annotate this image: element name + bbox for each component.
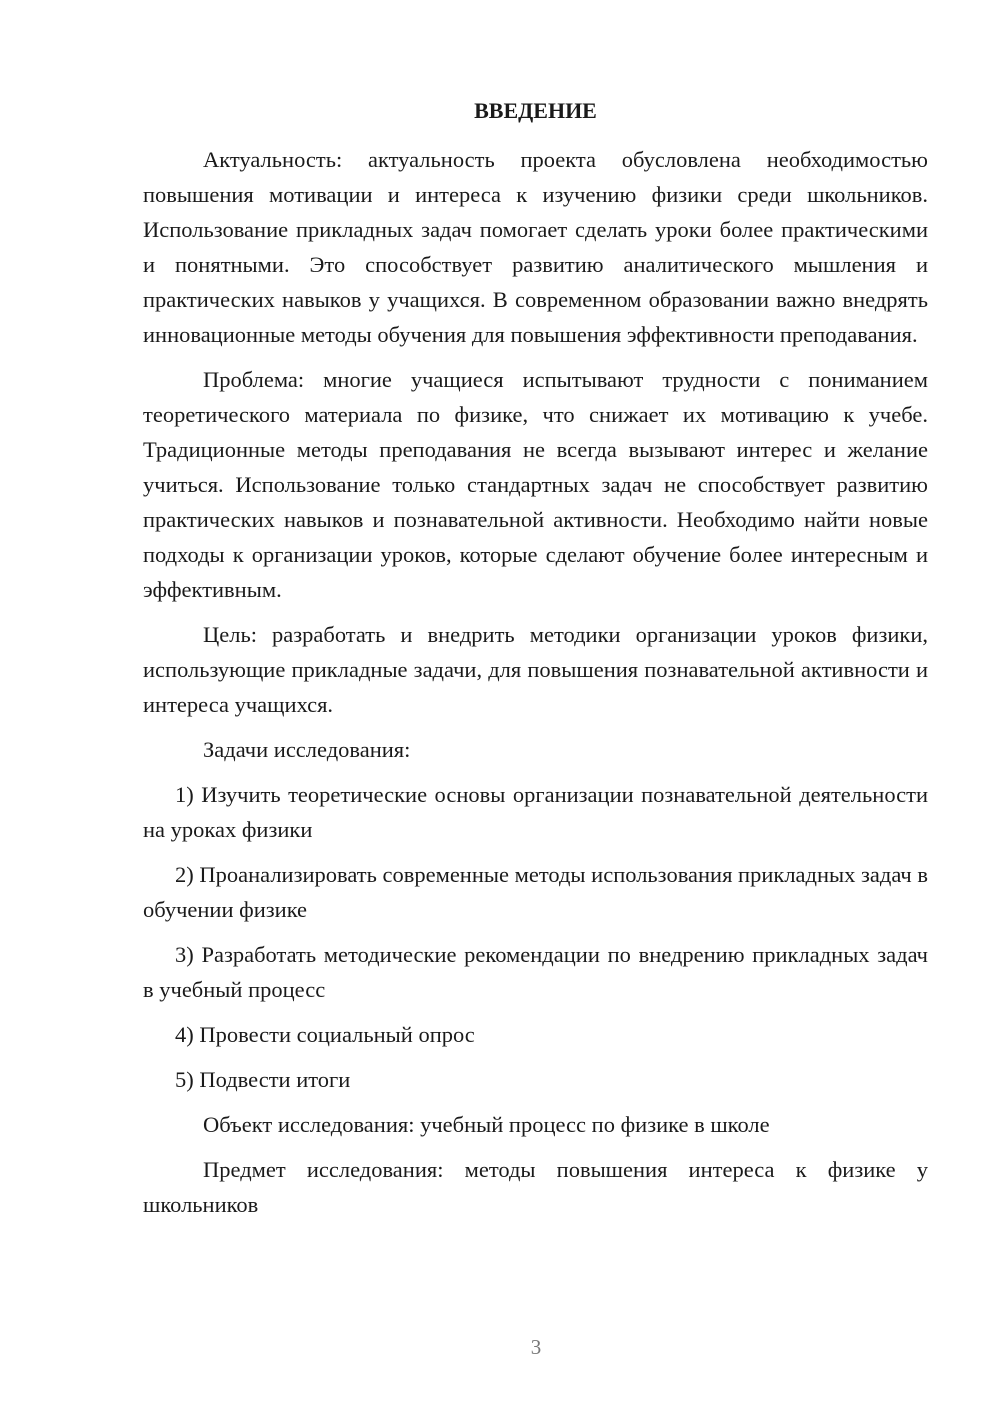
goal-paragraph: Цель: разработать и внедрить методики организации уроков физики, использующие прикладные задачи, для повышения познавательной активности и интереса учащихся. xyxy=(143,622,928,717)
task-list-item: 1) Изучить теоретические основы организации познавательной деятельности на уроках физики xyxy=(143,782,928,842)
relevance-paragraph: Актуальность: актуальность проекта обусловлена необходимостью повышения мотивации и интереса к изучению физики среди школьников. Использование прикладных задач помогает сделать уроки более практическими и понятными. Это способствует развитию аналитического мышления и практических навыков у учащихся. В современном образовании важно внедрять инновационные методы обучения для повышения эффективности преподавания. xyxy=(143,147,928,347)
problem-paragraph: Проблема: многие учащиеся испытывают трудности с пониманием теоретического материала по физике, что снижает их мотивацию к учебе. Традиционные методы преподавания не всегда вызывают интерес и желание учиться. Использование только стандартных задач не способствует развитию практических навыков и познавательной активности. Необходимо найти новые подходы к организации уроков, которые сделают обучение более интересным и эффективным. xyxy=(143,367,928,602)
tasks-heading: Задачи исследования: xyxy=(203,737,411,762)
page-number: 3 xyxy=(530,1335,542,1359)
task-list-item: 5) Подвести итоги xyxy=(175,1067,351,1092)
document-body xyxy=(143,142,928,1222)
subject-paragraph: Предмет исследования: методы повышения интереса к физике у школьников xyxy=(143,1157,928,1217)
object-paragraph: Объект исследования: учебный процесс по физике в школе xyxy=(203,1112,770,1137)
task-list-item: 2) Проанализировать современные методы использования прикладных задач в обучении физике xyxy=(143,862,928,922)
task-list-item: 4) Провести социальный опрос xyxy=(175,1022,475,1047)
task-list-item: 3) Разработать методические рекомендации по внедрению прикладных задач в учебный процесс xyxy=(143,942,928,1002)
section-heading: ВВЕДЕНИЕ xyxy=(474,98,597,123)
